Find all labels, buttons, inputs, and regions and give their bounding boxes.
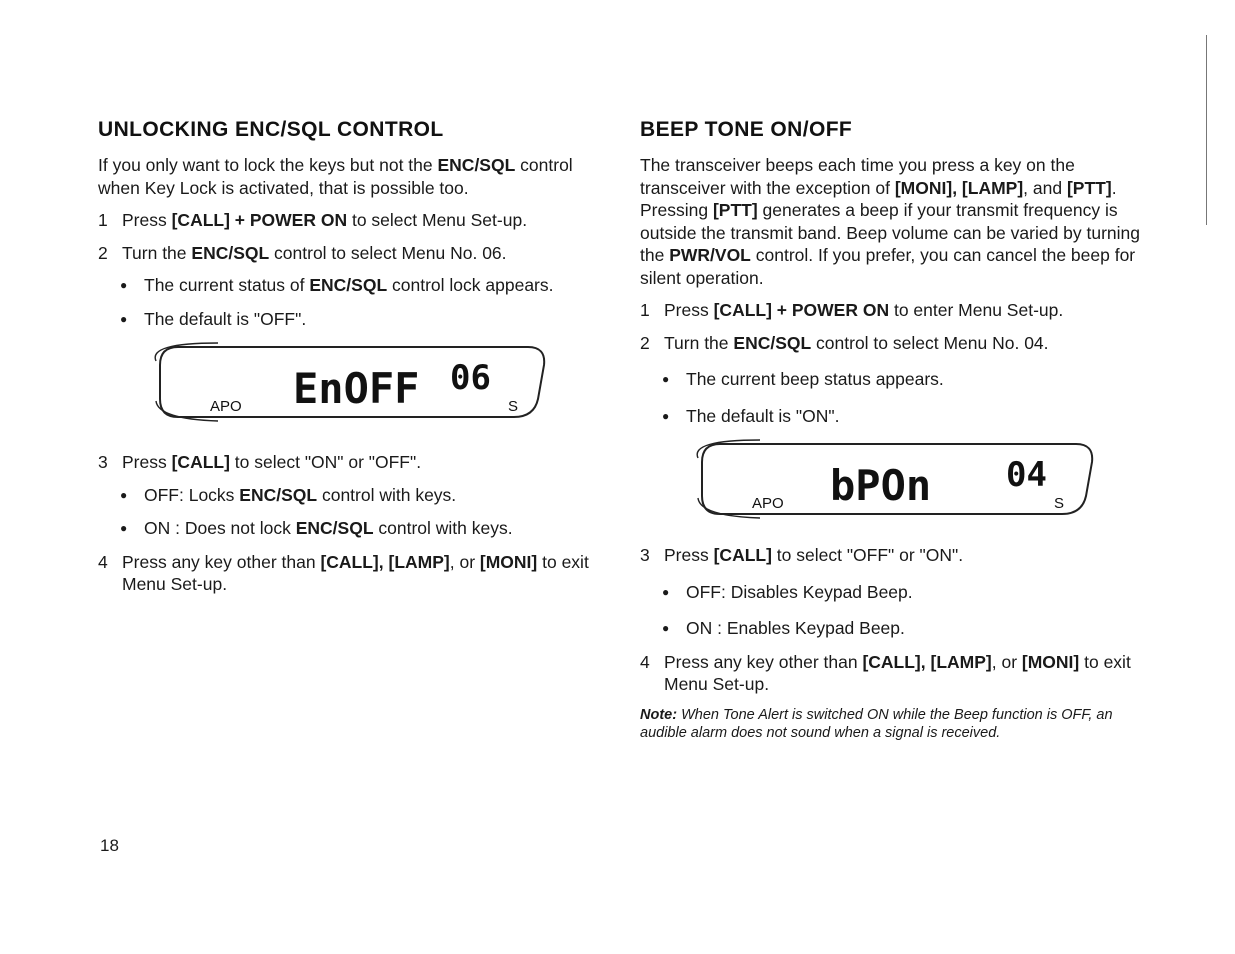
bullet-icon: ● xyxy=(120,311,128,326)
section-title: BEEP TONE ON/OFF xyxy=(640,118,853,141)
lcd-apo-label: APO xyxy=(752,495,784,512)
step-1: 1 Press [CALL] + POWER ON to select Menu Set-up. xyxy=(98,210,528,230)
bullet-icon: ● xyxy=(120,487,128,502)
intro-paragraph: The transceiver beeps each time you press a key on the transceiver with the exception of [MONI], [LAMP], and [PTT]. Pressing [PTT] generates a beep if your transmit frequency is outside the transmit band. Beep volume can be varied by turning the PWR/VOL control. If you prefer, you can cancel the beep for silent operation. xyxy=(640,155,1141,288)
bullet-icon: ● xyxy=(120,278,128,292)
bullet-off: ● OFF: Disables Keypad Beep. xyxy=(662,581,913,602)
margin-rule xyxy=(1206,35,1207,225)
bullet-icon: ● xyxy=(662,621,670,635)
lcd-frame xyxy=(98,341,548,425)
lcd-menu-number: 06 xyxy=(450,358,491,398)
bullet-on: ● ON : Enables Keypad Beep. xyxy=(662,618,905,638)
bullet-default: ● The default is "OFF". xyxy=(120,308,307,329)
step-1: 1 Press [CALL] + POWER ON to enter Menu Set-up. xyxy=(640,300,1064,320)
lcd-apo-label: APO xyxy=(210,398,242,415)
lcd-display-beep xyxy=(640,438,1155,522)
intro-paragraph: If you only want to lock the keys but not the ENC/SQL control when Key Lock is activated, that is possible too. xyxy=(98,155,573,198)
beep-tone-section xyxy=(640,118,1155,742)
page-number: 18 xyxy=(100,836,119,855)
bullet-icon: ● xyxy=(662,372,670,386)
bullet-icon: ● xyxy=(662,584,670,599)
step-2: 2 Turn the ENC/SQL control to select Menu No. 04. xyxy=(640,332,1049,353)
lcd-frame xyxy=(640,438,1100,522)
lcd-display-encsql xyxy=(98,341,608,425)
step-3: 3 Press [CALL] to select "OFF" or "ON". xyxy=(640,545,964,565)
step-2: 2 Turn the ENC/SQL control to select Menu No. 06. xyxy=(98,242,507,263)
section-title: UNLOCKING ENC/SQL CONTROL xyxy=(98,118,444,141)
bullet-off: ● OFF: Locks ENC/SQL control with keys. xyxy=(120,484,457,505)
bullet-on: ● ON : Does not lock ENC/SQL control with keys. xyxy=(120,518,513,538)
lcd-main-text: bPOn xyxy=(830,461,932,510)
lcd-s-label: S xyxy=(508,398,519,415)
unlocking-section xyxy=(98,118,608,606)
note-label: Note: xyxy=(640,706,678,723)
bullet-icon: ● xyxy=(120,521,128,535)
lcd-menu-number: 04 xyxy=(1006,455,1047,495)
step-3: 3 Press [CALL] to select "ON" or "OFF". xyxy=(98,452,422,472)
step-4: 4 Press any key other than [CALL], [LAMP], or [MONI] to exit Menu Set-up. xyxy=(98,551,589,594)
bullet-status: ● The current status of ENC/SQL control lock appears. xyxy=(120,275,554,295)
bullet-default: ● The default is "ON". xyxy=(662,405,840,426)
lcd-main-text: EnOFF xyxy=(293,364,420,413)
step-4: 4 Press any key other than [CALL], [LAMP], or [MONI] to exit Menu Set-up. xyxy=(640,651,1131,694)
note-text: Note: When Tone Alert is switched ON while the Beep function is OFF, an audible alarm does not sound when a signal is received. xyxy=(640,706,1113,741)
bullet-status: ● The current beep status appears. xyxy=(662,369,944,389)
bullet-icon: ● xyxy=(662,408,670,423)
lcd-s-label: S xyxy=(1054,495,1065,512)
